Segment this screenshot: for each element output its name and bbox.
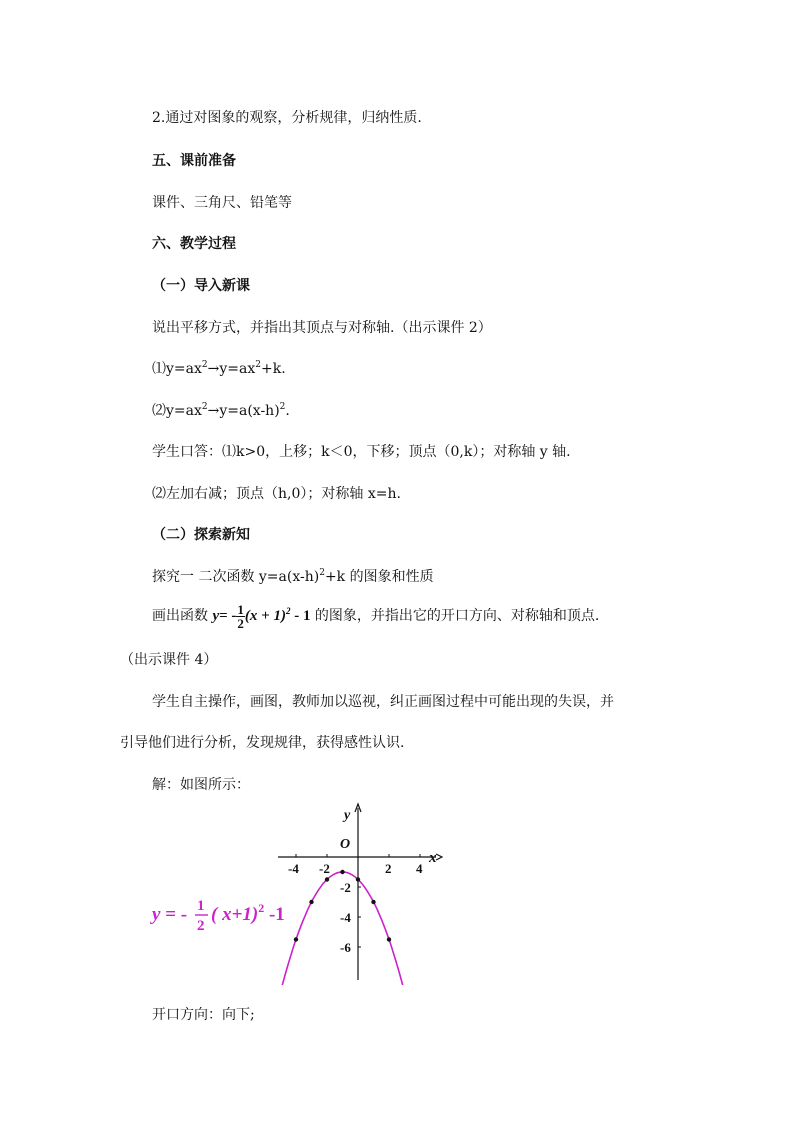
text-line: 2.通过对图象的观察，分析规律，归纳性质.: [152, 110, 422, 126]
formula-part: →y=a(x-h): [207, 403, 280, 419]
section-heading: 五、课前准备: [152, 153, 236, 169]
x-axis-arrow: [436, 854, 442, 860]
formula-part: = -: [219, 608, 237, 624]
axes: [278, 804, 442, 980]
formula-part: ⑵y=ax: [152, 403, 202, 419]
function-label-numerator: 1: [197, 898, 205, 914]
formula-line: [152, 401, 290, 421]
x-axis-label: x: [429, 850, 437, 866]
text-part: 画出函数: [152, 608, 208, 624]
formula-part: y: [212, 608, 220, 624]
text-line: （出示课件 4）: [120, 652, 218, 668]
y-axis-label: y: [344, 808, 351, 823]
exponent: 2: [255, 360, 261, 370]
subsection-heading: （二）探索新知: [152, 527, 250, 543]
formula-part: (x + 1): [244, 608, 286, 624]
function-label-tail: -1: [264, 904, 285, 925]
text-line: 课件、三角尺、铅笔等: [152, 195, 292, 211]
x-tick-label: 4: [416, 861, 423, 876]
formula-line: [152, 359, 286, 379]
text-line: 学生自主操作，画图，教师加以巡视，纠正画图过程中可能出现的失误，并: [152, 694, 614, 710]
data-point: [309, 900, 313, 904]
text-line: 学生口答：⑴k>0，上移；k＜0，下移；顶点（0,k）；对称轴 y 轴.: [152, 444, 571, 460]
function-label-eq: = -: [160, 904, 188, 925]
fraction-numerator: 1: [237, 601, 244, 617]
y-tick-label: -6: [340, 940, 351, 955]
function-label-y: y: [152, 904, 161, 925]
formula-part: +k.: [260, 361, 286, 377]
y-tick-label: -2: [340, 880, 351, 895]
subsection-heading: （一）导入新课: [152, 278, 250, 294]
function-label-mid: ( x+1): [211, 904, 259, 925]
exponent: 2: [201, 402, 208, 412]
parabola-graph: [140, 800, 450, 985]
text-line: 说出平移方式，并指出其顶点与对称轴.（出示课件 2）: [152, 320, 492, 336]
exponent: 2: [279, 402, 286, 412]
text-line: ⑵左加右减；顶点（h,0）；对称轴 x=h.: [152, 486, 401, 502]
text-line: 解：如图所示：: [152, 777, 250, 793]
text-line: [152, 599, 599, 633]
formula-part: .: [285, 403, 290, 419]
text-line: 引导他们进行分析，发现规律，获得感性认识.: [120, 735, 405, 751]
y-tick-label: -4: [340, 910, 351, 925]
exponent: 2: [201, 360, 208, 370]
x-tick-label: 2: [385, 861, 392, 876]
x-tick-label: -2: [319, 861, 330, 876]
fraction-denominator: 2: [237, 615, 244, 631]
x-tick-label: -4: [288, 861, 299, 876]
formula-part: ⑴y=ax: [152, 361, 202, 377]
data-point: [356, 877, 360, 881]
text-line: 开口方向：向下;: [152, 1007, 255, 1023]
data-point: [340, 870, 344, 874]
data-point: [325, 877, 329, 881]
data-point: [294, 937, 298, 941]
exponent: 2: [285, 606, 291, 616]
fraction: [236, 603, 245, 630]
formula-part: - 1: [290, 608, 311, 624]
exponent: 2: [319, 568, 325, 578]
inline-formula: [212, 608, 236, 624]
function-label: [150, 904, 187, 925]
text-part: 的图象，并指出它的开口方向、对称轴和顶点.: [314, 608, 600, 624]
function-label-rest: [211, 901, 285, 925]
data-point: [387, 937, 391, 941]
data-point: [371, 900, 375, 904]
text-line: [152, 567, 434, 587]
section-heading: 六、教学过程: [152, 236, 236, 252]
function-label-denominator: 2: [197, 918, 205, 934]
tick-layer: [150, 808, 437, 955]
function-label-exponent: 2: [258, 901, 265, 915]
formula-part: →y=ax: [207, 361, 256, 377]
formula-part: +k 的图象和性质: [324, 569, 434, 585]
inline-formula: [245, 608, 311, 624]
origin-label: O: [340, 837, 351, 852]
formula-part: 探究一 二次函数 y=a(x-h): [152, 569, 320, 585]
